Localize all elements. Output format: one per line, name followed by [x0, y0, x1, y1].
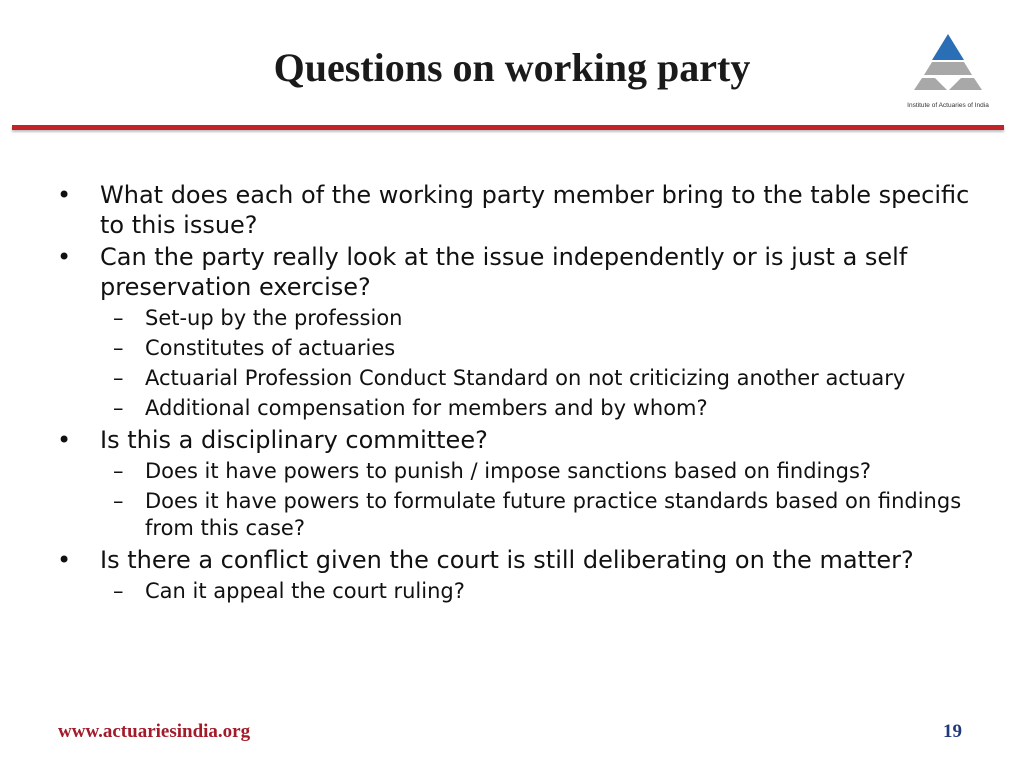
dash-icon: –: [113, 459, 124, 483]
sub-bullet-item: [55, 365, 975, 392]
sub-bullet-text: Does it have powers to formulate future practice standards based on findings from this case?: [145, 489, 962, 540]
sub-bullet-text: Constitutes of actuaries: [145, 336, 396, 360]
sub-bullet-item: [55, 335, 975, 362]
bullet-text: Is there a conflict given the court is still deliberating on the matter?: [100, 546, 914, 574]
footer-website-link[interactable]: www.actuariesindia.org: [58, 721, 251, 742]
sub-bullet-item: [55, 488, 975, 542]
dash-icon: –: [113, 306, 124, 330]
dash-icon: –: [113, 579, 124, 603]
sub-bullet-text: Set-up by the profession: [145, 306, 403, 330]
bullet-dot-icon: •: [57, 546, 72, 574]
sub-bullet-text: Additional compensation for members and by whom?: [145, 396, 708, 420]
logo-caption: Institute of Actuaries of India: [907, 102, 989, 109]
bullet-dot-icon: •: [57, 181, 72, 209]
bullet-text: Is this a disciplinary committee?: [100, 426, 488, 454]
slide-title: Questions on working party: [273, 45, 751, 90]
sub-bullet-text: Does it have powers to punish / impose sanctions based on findings?: [145, 459, 872, 483]
bullet-item: [55, 545, 975, 575]
dash-icon: –: [113, 366, 124, 390]
sub-bullet-item: [55, 395, 975, 422]
dash-icon: –: [113, 396, 124, 420]
bullet-list: [55, 180, 975, 608]
bullet-text: What does each of the working party member bring to the table specific to this issue?: [100, 181, 970, 239]
dash-icon: –: [113, 336, 124, 360]
title-divider: [12, 125, 1004, 130]
bullet-item: [55, 180, 975, 240]
page-number: 19: [943, 721, 962, 742]
sub-bullet-item: [55, 458, 975, 485]
sub-bullet-item: [55, 578, 975, 605]
bullet-text: Can the party really look at the issue independently or is just a self preservation exercise?: [100, 243, 908, 301]
bullet-dot-icon: •: [57, 243, 72, 271]
sub-bullet-text: Can it appeal the court ruling?: [145, 579, 465, 603]
sub-bullet-text: Actuarial Profession Conduct Standard on not criticizing another actuary: [145, 366, 906, 390]
institute-logo-icon: [906, 30, 990, 102]
bullet-dot-icon: •: [57, 426, 72, 454]
sub-bullet-item: [55, 305, 975, 332]
bullet-item: [55, 425, 975, 455]
institute-logo: [896, 30, 1000, 116]
bullet-item: [55, 242, 975, 302]
dash-icon: –: [113, 489, 124, 513]
